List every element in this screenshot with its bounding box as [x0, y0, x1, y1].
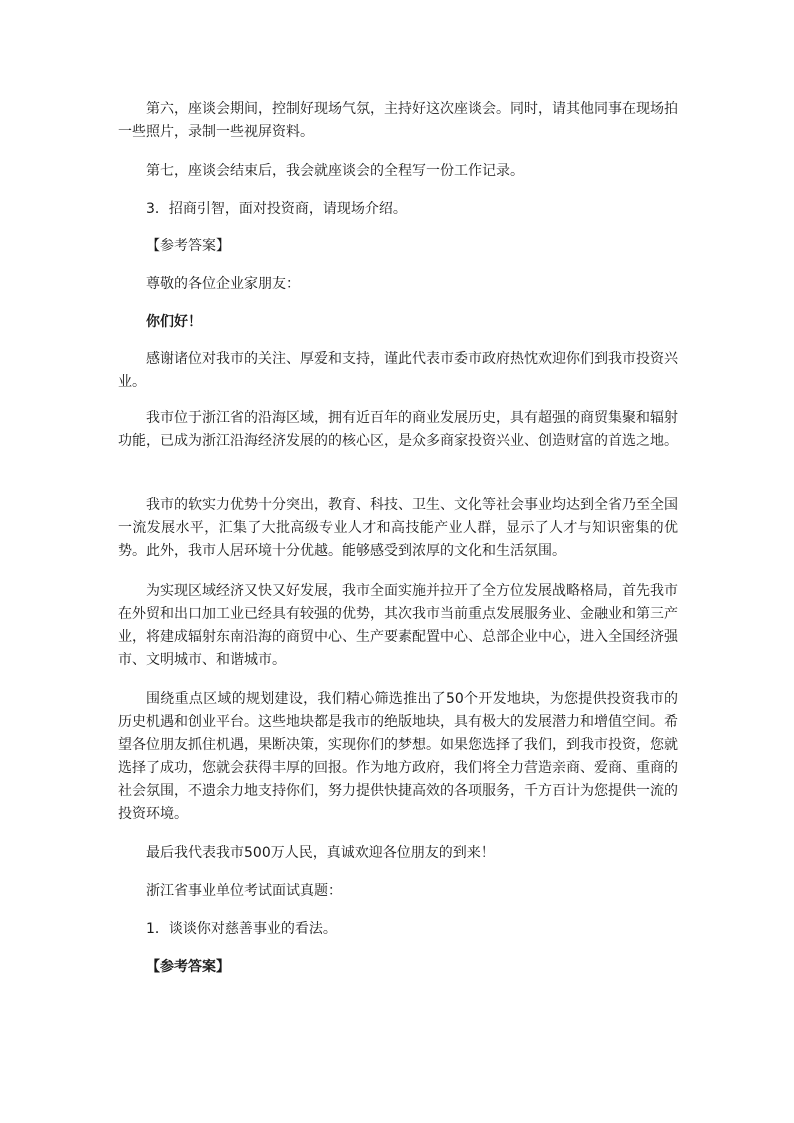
paragraph-development: 为实现区域经济又快又好发展，我市全面实施并拉开了全方位发展战略格局，首先我市在外贸和出口加工业已经具有较强的优势，其次我市当前重点发展服务业、金融业和第三产业，将建成辐射东南沿海的商贸中心、生产要素配置中心、总部企业中心，进入全国经济强市、文明城市、和谐城市。	[118, 583, 678, 668]
paragraph-investment: 围绕重点区域的规划建设，我们精心筛选推出了50个开发地块，为您提供投资我市的历史机遇和创业平台。这些地块都是我市的绝版地块，具有极大的发展潜力和增值空间。希望各位朋友抓住机遇，果断决策，实现你们的梦想。如果您选择了我们，到我市投资，您就选择了成功，您就会获得丰厚的回报。作为地方政府，我们将全力营造亲商、爱商、重商的社会氛围，不遗余力地支持你们，努力提供快捷高效的各项服务，千方百计为您提供一流的投资环境。	[118, 691, 678, 822]
paragraph-closing: 最后我代表我市500万人民，真诚欢迎各位朋友的到来！	[146, 845, 495, 861]
exam-section-title: 浙江省事业单位考试面试真题：	[146, 883, 342, 899]
salutation: 尊敬的各位企业家朋友：	[146, 276, 300, 292]
reference-answer-heading: 【参考答案】	[146, 238, 230, 254]
paragraph-soft-power: 我市的软实力优势十分突出，教育、科技、卫生、文化等社会事业均达到全省乃至全国一流发展水平，汇集了大批高级专业人才和高技能产业人群，显示了人才与知识密集的优势。此外，我市人居环境十分优越。能够感受到浓厚的文化和生活氛围。	[118, 497, 678, 559]
paragraph-step-six: 第六，座谈会期间，控制好现场气氛，主持好这次座谈会。同时，请其他同事在现场拍一些照片，录制一些视屏资料。	[118, 101, 678, 140]
paragraph-step-seven: 第七，座谈会结束后，我会就座谈会的全程写一份工作记录。	[146, 163, 524, 179]
question-3: 3．招商引智，面对投资商，请现场介绍。	[146, 201, 407, 217]
question-1: 1．谈谈你对慈善事业的看法。	[146, 921, 337, 937]
paragraph-location: 我市位于浙江省的沿海区域，拥有近百年的商业发展历史，具有超强的商贸集聚和辐射功能，已成为浙江沿海经济发展的的核心区，是众多商家投资兴业、创造财富的首选之地。	[118, 410, 678, 449]
paragraph-thanks: 感谢诸位对我市的关注、厚爱和支持，谨此代表市委市政府热忱欢迎你们到我市投资兴业。	[118, 351, 678, 390]
greeting: 你们好！	[146, 314, 202, 330]
reference-answer-heading-2: 【参考答案】	[146, 959, 230, 975]
